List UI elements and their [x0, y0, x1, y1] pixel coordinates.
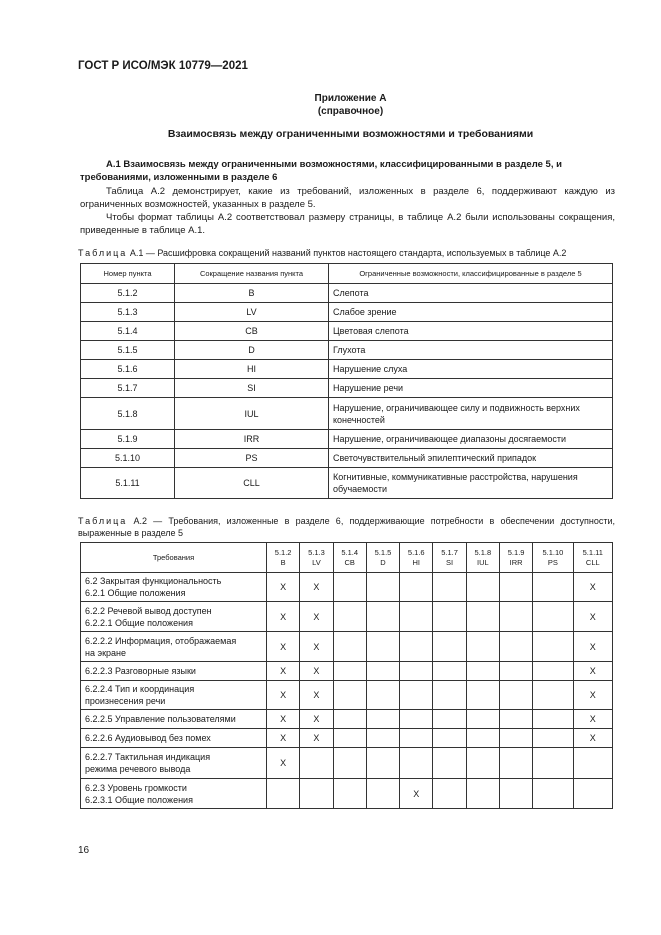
- support-mark-cell: [400, 681, 433, 710]
- support-mark-cell: [573, 748, 612, 779]
- column-abbreviation: CB: [344, 557, 355, 567]
- requirement-cell: [81, 662, 267, 681]
- support-mark-cell: X: [267, 662, 300, 681]
- table2-caption-label: Таблица: [78, 516, 128, 526]
- requirements-table: [80, 542, 613, 809]
- clause-number-cell: 5.1.5: [81, 341, 175, 360]
- support-mark-cell: [499, 602, 532, 632]
- support-mark-cell: X: [300, 573, 333, 602]
- support-mark-cell: [300, 748, 333, 779]
- support-mark-cell: [433, 779, 466, 809]
- disability-cell: Нарушение, ограничивающее диапазоны досягаемости: [329, 430, 613, 449]
- support-mark-cell: [366, 729, 399, 748]
- support-mark-cell: [433, 662, 466, 681]
- paragraph-1: Таблица А.2 демонстрирует, какие из требований, изложенных в разделе 6, поддерживают каждую из ограниченных возможностей, указанных в разделе 5.: [80, 186, 615, 210]
- support-mark-cell: [333, 573, 366, 602]
- requirement-line: 6.2 Закрытая функциональность: [85, 576, 222, 586]
- table-row: [81, 449, 613, 468]
- disability-cell: Нарушение слуха: [329, 360, 613, 379]
- clause-number-cell: 5.1.7: [81, 379, 175, 398]
- support-mark-cell: [466, 729, 499, 748]
- support-mark-cell: X: [573, 662, 612, 681]
- column-abbreviation: D: [380, 557, 386, 567]
- disability-cell: Нарушение речи: [329, 379, 613, 398]
- support-mark-cell: [333, 681, 366, 710]
- clause-number-cell: 5.1.2: [81, 284, 175, 303]
- support-mark-cell: [366, 573, 399, 602]
- support-mark-cell: [333, 602, 366, 632]
- table-row: [81, 284, 613, 303]
- table-row: [81, 573, 613, 602]
- support-mark-cell: [466, 602, 499, 632]
- support-mark-cell: X: [267, 632, 300, 662]
- support-mark-cell: X: [300, 729, 333, 748]
- table-row: [81, 303, 613, 322]
- support-mark-cell: X: [400, 779, 433, 809]
- clause-number-cell: 5.1.3: [81, 303, 175, 322]
- requirement-cell: [81, 710, 267, 729]
- header-clause-column: [499, 543, 532, 573]
- support-mark-cell: [466, 662, 499, 681]
- support-mark-cell: [466, 632, 499, 662]
- support-mark-cell: [400, 632, 433, 662]
- table1-caption-text: А.1 — Расшифровка сокращений названий пунктов настоящего стандарта, используемых в таблице А.2: [129, 248, 567, 258]
- table-row: [81, 710, 613, 729]
- section-heading: А.1 Взаимосвязь между ограниченными возможностями, классифицированными в разделе 5, и требованиями, изложенными в разделе 6: [80, 159, 562, 183]
- abbreviation-cell: IUL: [175, 398, 329, 430]
- abbreviation-cell: D: [175, 341, 329, 360]
- header-clause-column: [300, 543, 333, 573]
- support-mark-cell: X: [267, 710, 300, 729]
- clause-number-cell: 5.1.10: [81, 449, 175, 468]
- support-mark-cell: [267, 779, 300, 809]
- support-mark-cell: X: [573, 573, 612, 602]
- column-abbreviation: SI: [446, 557, 454, 567]
- support-mark-cell: [533, 573, 573, 602]
- column-clause-number: 5.1.5: [374, 547, 392, 557]
- table-row: [81, 322, 613, 341]
- support-mark-cell: [533, 632, 573, 662]
- support-mark-cell: [333, 779, 366, 809]
- requirement-cell: [81, 632, 267, 662]
- support-mark-cell: X: [300, 681, 333, 710]
- requirement-line: 6.2.2.4 Тип и координация: [85, 684, 195, 694]
- disability-cell: Слепота: [329, 284, 613, 303]
- paragraph-2: Чтобы формат таблицы А.2 соответствовал размеру страницы, в таблице А.2 были использованы сокращения, приведенные в таблице А.1.: [80, 212, 615, 236]
- requirement-line: произнесения речи: [85, 696, 166, 706]
- requirement-line: 6.2.3 Уровень громкости: [85, 782, 187, 793]
- requirement-line: на экране: [85, 647, 126, 658]
- table-header-row: [81, 543, 613, 573]
- column-abbreviation: PS: [547, 557, 558, 567]
- table-row: [81, 632, 613, 662]
- support-mark-cell: [400, 573, 433, 602]
- appendix-subtitle: (справочное): [317, 106, 384, 117]
- support-mark-cell: [366, 662, 399, 681]
- requirement-cell: [81, 729, 267, 748]
- support-mark-cell: [433, 748, 466, 779]
- column-clause-number: 5.1.4: [341, 547, 359, 557]
- support-mark-cell: [433, 632, 466, 662]
- appendix-title: Приложение А: [314, 93, 387, 104]
- table-row: [81, 729, 613, 748]
- disability-cell: Светочувствительный эпилептический припадок: [329, 449, 613, 468]
- clause-number-cell: 5.1.6: [81, 360, 175, 379]
- header-requirements: Требования: [81, 543, 267, 573]
- table-row: [81, 681, 613, 710]
- support-mark-cell: [433, 602, 466, 632]
- support-mark-cell: X: [573, 710, 612, 729]
- support-mark-cell: X: [573, 729, 612, 748]
- column-clause-number: 5.1.7: [441, 547, 458, 557]
- disability-cell: Цветовая слепота: [329, 322, 613, 341]
- clause-number-cell: 5.1.9: [81, 430, 175, 449]
- appendix-heading: [60, 92, 641, 118]
- requirement-cell: [81, 602, 267, 632]
- page-number: 16: [78, 845, 90, 856]
- support-mark-cell: [499, 681, 532, 710]
- abbreviation-cell: CLL: [175, 468, 329, 499]
- support-mark-cell: X: [300, 602, 333, 632]
- requirement-cell: [81, 779, 267, 809]
- header-disability: Ограниченные возможности, классифицированные в разделе 5: [329, 264, 613, 284]
- column-abbreviation: CLL: [585, 557, 600, 567]
- table-row: [81, 360, 613, 379]
- table-row: [81, 748, 613, 779]
- support-mark-cell: [499, 632, 532, 662]
- support-mark-cell: [300, 779, 333, 809]
- requirement-line: 6.2.2.2 Информация, отображаемая: [85, 635, 237, 646]
- header-clause-column: [267, 543, 300, 573]
- support-mark-cell: X: [300, 632, 333, 662]
- header-abbreviation: Сокращение названия пункта: [175, 264, 329, 284]
- header-clause-column: [333, 543, 366, 573]
- support-mark-cell: [499, 573, 532, 602]
- support-mark-cell: [366, 710, 399, 729]
- abbreviation-cell: HI: [175, 360, 329, 379]
- table-row: [81, 468, 613, 499]
- header-clause-number: Номер пункта: [81, 264, 175, 284]
- abbreviation-cell: SI: [175, 379, 329, 398]
- table2-caption: [78, 515, 615, 539]
- table-row: [81, 779, 613, 809]
- abbreviation-cell: B: [175, 284, 329, 303]
- support-mark-cell: [533, 602, 573, 632]
- support-mark-cell: [433, 681, 466, 710]
- header-clause-column: [533, 543, 573, 573]
- requirement-cell: [81, 748, 267, 779]
- support-mark-cell: [366, 602, 399, 632]
- requirement-line: 6.2.2.5 Управление пользователями: [85, 714, 236, 724]
- table-row: [81, 379, 613, 398]
- abbreviation-cell: PS: [175, 449, 329, 468]
- requirement-line: 6.2.2 Речевой вывод доступен: [85, 605, 212, 616]
- support-mark-cell: [466, 573, 499, 602]
- clause-number-cell: 5.1.4: [81, 322, 175, 341]
- document-code: ГОСТ Р ИСО/МЭК 10779—2021: [78, 60, 248, 72]
- support-mark-cell: [366, 779, 399, 809]
- column-clause-number: 5.1.3: [308, 547, 325, 557]
- support-mark-cell: [466, 681, 499, 710]
- requirement-line: 6.2.2.6 Аудиовывод без помех: [85, 733, 211, 743]
- column-abbreviation: IRR: [509, 557, 523, 567]
- support-mark-cell: X: [267, 602, 300, 632]
- support-mark-cell: [333, 748, 366, 779]
- support-mark-cell: [400, 662, 433, 681]
- abbreviations-table: [80, 263, 613, 499]
- table-row: [81, 430, 613, 449]
- support-mark-cell: [400, 710, 433, 729]
- column-abbreviation: IUL: [476, 557, 489, 567]
- table-row: [81, 398, 613, 430]
- support-mark-cell: [333, 662, 366, 681]
- requirement-line: 6.2.2.7 Тактильная индикация: [85, 752, 211, 762]
- header-clause-column: [433, 543, 466, 573]
- support-mark-cell: X: [573, 602, 612, 632]
- support-mark-cell: X: [300, 710, 333, 729]
- disability-cell: Слабое зрение: [329, 303, 613, 322]
- support-mark-cell: [499, 710, 532, 729]
- support-mark-cell: [400, 748, 433, 779]
- header-clause-column: [466, 543, 499, 573]
- support-mark-cell: [533, 779, 573, 809]
- support-mark-cell: [533, 710, 573, 729]
- clause-number-cell: 5.1.8: [81, 398, 175, 430]
- support-mark-cell: [499, 729, 532, 748]
- support-mark-cell: [499, 779, 532, 809]
- support-mark-cell: [466, 779, 499, 809]
- header-clause-column: [366, 543, 399, 573]
- support-mark-cell: X: [267, 729, 300, 748]
- support-mark-cell: X: [267, 573, 300, 602]
- table-row: [81, 662, 613, 681]
- abbreviation-cell: LV: [175, 303, 329, 322]
- support-mark-cell: [533, 748, 573, 779]
- requirement-line: 6.2.1 Общие положения: [85, 588, 186, 598]
- table-header-row: [81, 264, 613, 284]
- disability-cell: Когнитивные, коммуникативные расстройства, нарушения обучаемости: [329, 468, 613, 499]
- support-mark-cell: [366, 681, 399, 710]
- support-mark-cell: X: [573, 632, 612, 662]
- column-clause-number: 5.1.8: [474, 547, 492, 557]
- support-mark-cell: [499, 662, 532, 681]
- support-mark-cell: X: [267, 748, 300, 779]
- column-abbreviation: LV: [312, 557, 321, 567]
- support-mark-cell: [333, 710, 366, 729]
- column-abbreviation: HI: [412, 557, 421, 567]
- requirement-line: 6.2.2.1 Общие положения: [85, 617, 193, 628]
- table-row: [81, 341, 613, 360]
- requirement-line: режима речевого вывода: [85, 764, 191, 774]
- table1-caption-label: Таблица: [78, 248, 128, 258]
- column-clause-number: 5.1.9: [507, 547, 525, 557]
- column-clause-number: 5.1.6: [407, 547, 425, 557]
- table-row: [81, 602, 613, 632]
- requirement-cell: [81, 681, 267, 710]
- abbreviation-cell: CB: [175, 322, 329, 341]
- support-mark-cell: [533, 729, 573, 748]
- main-title: Взаимосвязь между ограниченными возможностями и требованиями: [167, 128, 534, 140]
- support-mark-cell: [533, 662, 573, 681]
- column-clause-number: 5.1.2: [274, 547, 292, 557]
- support-mark-cell: [433, 710, 466, 729]
- column-clause-number: 5.1.11: [582, 547, 603, 557]
- table2-caption-text: А.2 — Требования, изложенные в разделе 6, поддерживающие потребности в обеспечении доступности, выраженные в разделе 5: [78, 516, 615, 538]
- header-clause-column: [400, 543, 433, 573]
- requirement-line: 6.2.3.1 Общие положения: [85, 794, 193, 805]
- disability-cell: Нарушение, ограничивающее силу и подвижность верхних конечностей: [329, 398, 613, 430]
- clause-number-cell: 5.1.11: [81, 468, 175, 499]
- abbreviation-cell: IRR: [175, 430, 329, 449]
- support-mark-cell: [400, 729, 433, 748]
- column-abbreviation: B: [280, 557, 286, 567]
- support-mark-cell: [366, 632, 399, 662]
- support-mark-cell: [333, 632, 366, 662]
- support-mark-cell: X: [573, 681, 612, 710]
- support-mark-cell: [573, 779, 612, 809]
- requirement-cell: [81, 573, 267, 602]
- disability-cell: Глухота: [329, 341, 613, 360]
- column-clause-number: 5.1.10: [542, 547, 564, 557]
- support-mark-cell: [433, 729, 466, 748]
- support-mark-cell: [466, 748, 499, 779]
- support-mark-cell: [533, 681, 573, 710]
- header-clause-column: [573, 543, 612, 573]
- support-mark-cell: X: [300, 662, 333, 681]
- support-mark-cell: [333, 729, 366, 748]
- support-mark-cell: [499, 748, 532, 779]
- support-mark-cell: [466, 710, 499, 729]
- requirement-line: 6.2.2.3 Разговорные языки: [85, 666, 196, 676]
- table1-caption: [78, 247, 618, 259]
- support-mark-cell: [433, 573, 466, 602]
- support-mark-cell: X: [267, 681, 300, 710]
- support-mark-cell: [400, 602, 433, 632]
- support-mark-cell: [366, 748, 399, 779]
